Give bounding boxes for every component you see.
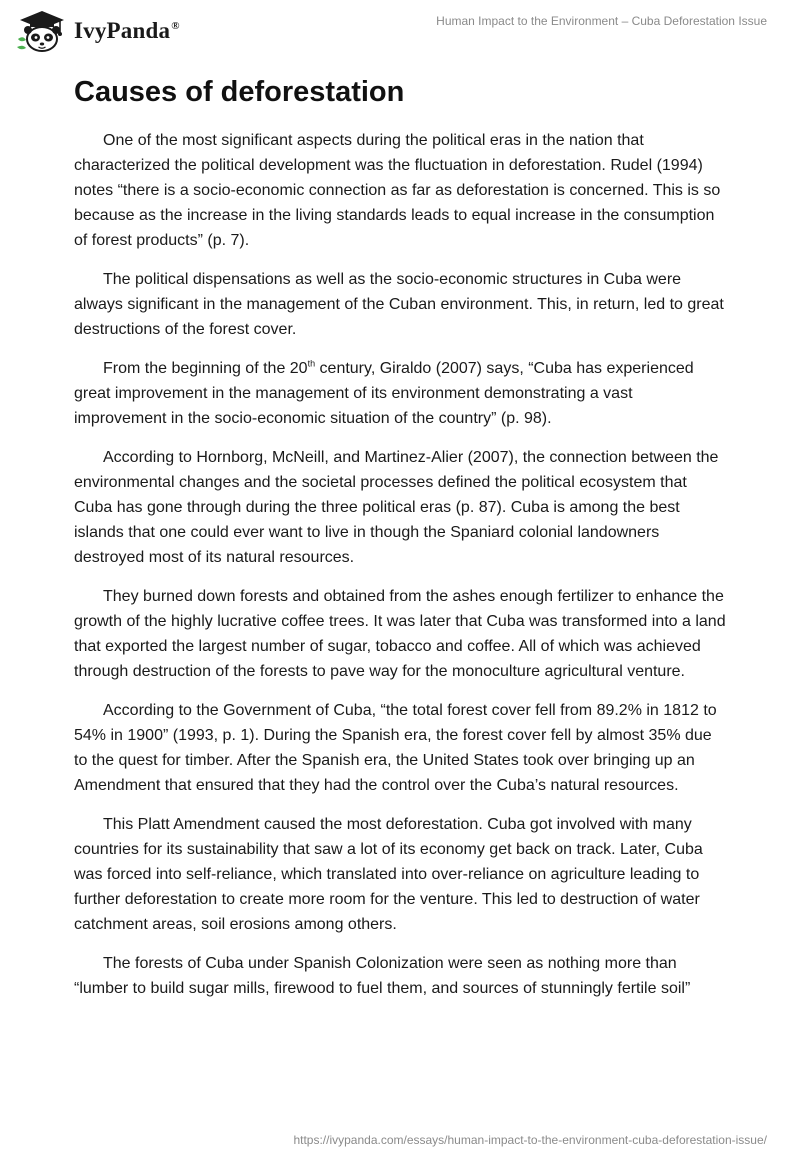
brand-logo[interactable] bbox=[14, 9, 180, 53]
paragraph-6: According to the Government of Cuba, “the total forest cover fell from 89.2% in 1812 to 54% in 1900” (1993, p. 1). During the Spanish era, the forest cover fell by almost 35% due to the quest for timber. After the Spanish era, the United States took over bringing up an Amendment that ensured that they had the control over the Cuba’s natural resources. bbox=[74, 701, 717, 794]
panda-graduate-icon bbox=[14, 9, 70, 53]
page-header bbox=[0, 0, 800, 60]
section-heading: Causes of deforestation bbox=[74, 76, 405, 108]
source-url[interactable]: https://ivypanda.com/essays/human-impact-to-the-environment-cuba-deforestation-issue/ bbox=[293, 1133, 767, 1147]
paragraph-2: The political dispensations as well as the socio-economic structures in Cuba were always significant in the management of the Cuban environment. This, in return, led to great destructions of the forest cover. bbox=[74, 270, 724, 338]
paragraph-3: From the beginning of the 20th century, Giraldo (2007) says, “Cuba has experienced great improvement in the management of its environment demonstrating a vast improvement in the socio-economic situation of the country” (p. 98). bbox=[74, 358, 694, 427]
paragraph-1: One of the most significant aspects during the political eras in the nation that characterized the political development was the fluctuation in deforestation. Rudel (1994) notes “there is a socio-economic connection as far as deforestation is concerned. This is so because as the increase in the living standards leads to equal increase in the consumption of forest products” (p. 7). bbox=[74, 131, 721, 249]
paragraph-8: The forests of Cuba under Spanish Colonization were seen as nothing more than “lumber to build sugar mills, firewood to fuel them, and sources of stunningly fertile soil” bbox=[74, 954, 691, 997]
paragraph-7: This Platt Amendment caused the most deforestation. Cuba got involved with many countries for its sustainability that saw a lot of its economy get back on track. Later, Cuba was forced into self-reliance, which translated into over-reliance on agriculture leading to further deforestation to create more room for the venture. This led to destruction of water catchment areas, soil erosions among others. bbox=[74, 815, 703, 933]
superscript-th: th bbox=[307, 358, 316, 369]
paragraph-5: They burned down forests and obtained from the ashes enough fertilizer to enhance the growth of the highly lucrative coffee trees. It was later that Cuba was transformed into a land that exported the largest number of sugar, tobacco and coffee. All of which was achieved through destruction of the forests to pave way for the monoculture agricultural venture. bbox=[74, 587, 726, 680]
brand-name: IvyPanda® bbox=[74, 18, 180, 43]
document-title: Human Impact to the Environment – Cuba Deforestation Issue bbox=[436, 14, 767, 28]
essay-section bbox=[74, 75, 729, 1015]
paragraph-4: According to Hornborg, McNeill, and Martinez-Alier (2007), the connection between the environmental changes and the societal processes defined the political ecosystem that Cuba has gone through during the three political eras (p. 87). Cuba is among the best islands that one could ever want to live in though the Spaniard colonial landowners destroyed most of its natural resources. bbox=[74, 448, 719, 566]
registered-mark: ® bbox=[171, 20, 180, 33]
